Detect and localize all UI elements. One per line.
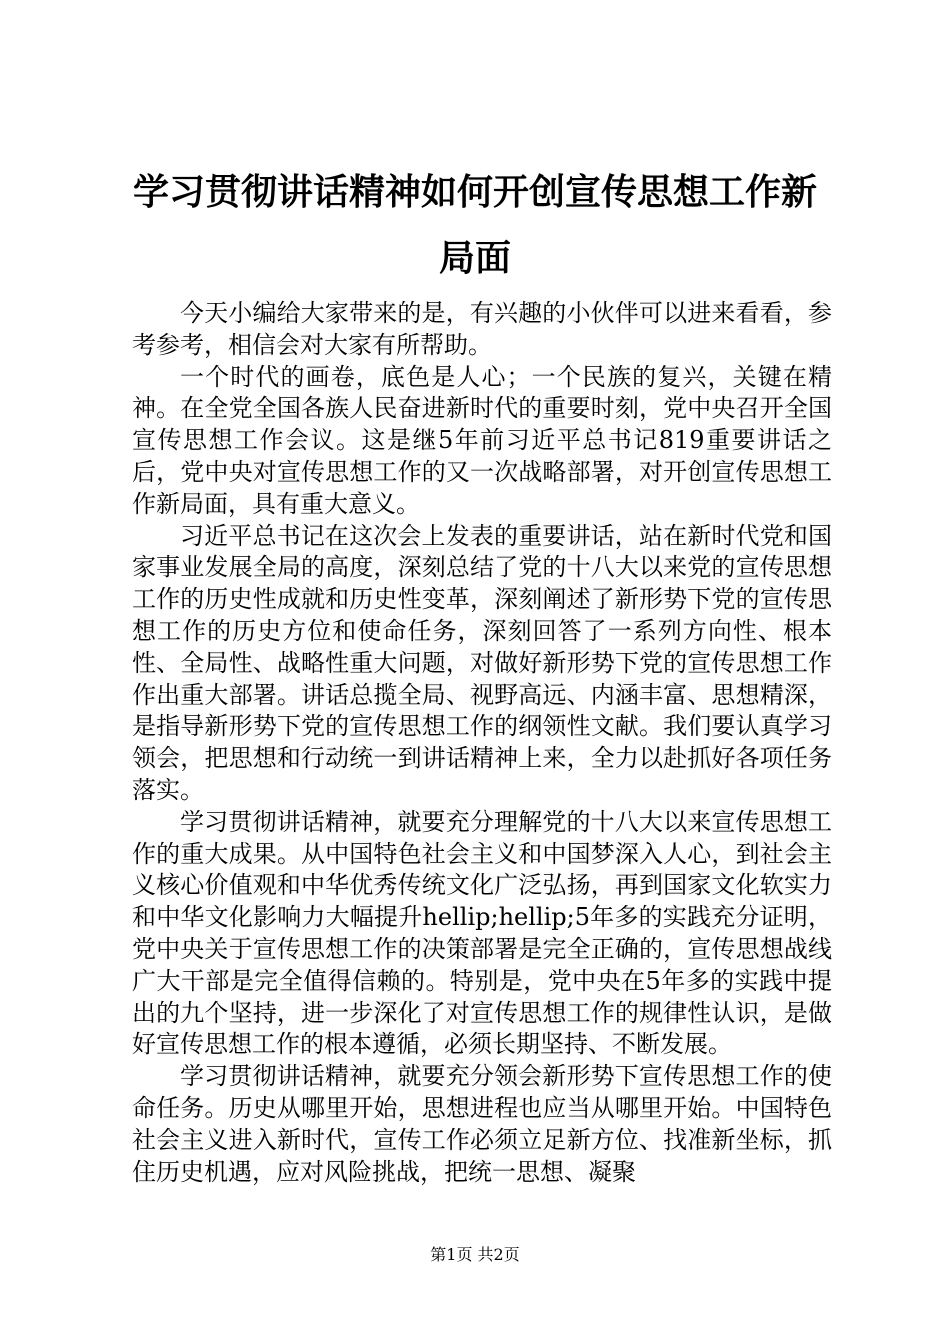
- paragraph-5: 学习贯彻讲话精神，就要充分领会新形势下宣传思想工作的使命任务。历史从哪里开始，思想进程也应当从哪里开始。中国特色社会主义进入新时代，宣传工作必须立足新方位、找准新坐标，抓住历史机遇，应对风险挑战，把统一思想、凝聚: [132, 1062, 832, 1186]
- paragraph-4: 学习贯彻讲话精神，就要充分理解党的十八大以来宣传思想工作的重大成果。从中国特色社会主义和中国梦深入人心，到社会主义核心价值观和中华优秀传统文化广泛弘扬，再到国家文化软实力和中华文化影响力大幅提升hellip;hellip;5年多的实践充分证明，党中央关于宣传思想工作的决策部署是完全正确的，宣传思想战线广大干部是完全值得信赖的。特别是，党中央在5年多的实践中提出的九个坚持，进一步深化了对宣传思想工作的规律性认识，是做好宣传思想工作的根本遵循，必须长期坚持、不断发展。: [132, 807, 832, 1059]
- document-body: [132, 298, 832, 1188]
- page-footer: 第1页 共2页: [430, 1245, 520, 1264]
- document-title: 学习贯彻讲话精神如何开创宣传思想工作新局面: [132, 172, 817, 279]
- paragraph-2: 一个时代的画卷，底色是人心；一个民族的复兴，关键在精神。在全党全国各族人民奋进新时代的重要时刻，党中央召开全国宣传思想工作会议。这是继5年前习近平总书记819重要讲话之后，党中央对宣传思想工作的又一次战略部署，对开创宣传思想工作新局面，具有重大意义。: [132, 362, 832, 518]
- paragraph-3: 习近平总书记在这次会上发表的重要讲话，站在新时代党和国家事业发展全局的高度，深刻总结了党的十八大以来党的宣传思想工作的历史性成就和历史性变革，深刻阐述了新形势下党的宣传思想工作的历史方位和使命任务，深刻回答了一系列方向性、根本性、全局性、战略性重大问题，对做好新形势下党的宣传思想工作作出重大部署。讲话总揽全局、视野高远、内涵丰富、思想精深，是指导新形势下党的宣传思想工作的纲领性文献。我们要认真学习领会，把思想和行动统一到讲话精神上来，全力以赴抓好各项任务落实。: [132, 521, 832, 804]
- paragraph-intro: 今天小编给大家带来的是，有兴趣的小伙伴可以进来看看，参考参考，相信会对大家有所帮助。: [132, 299, 832, 359]
